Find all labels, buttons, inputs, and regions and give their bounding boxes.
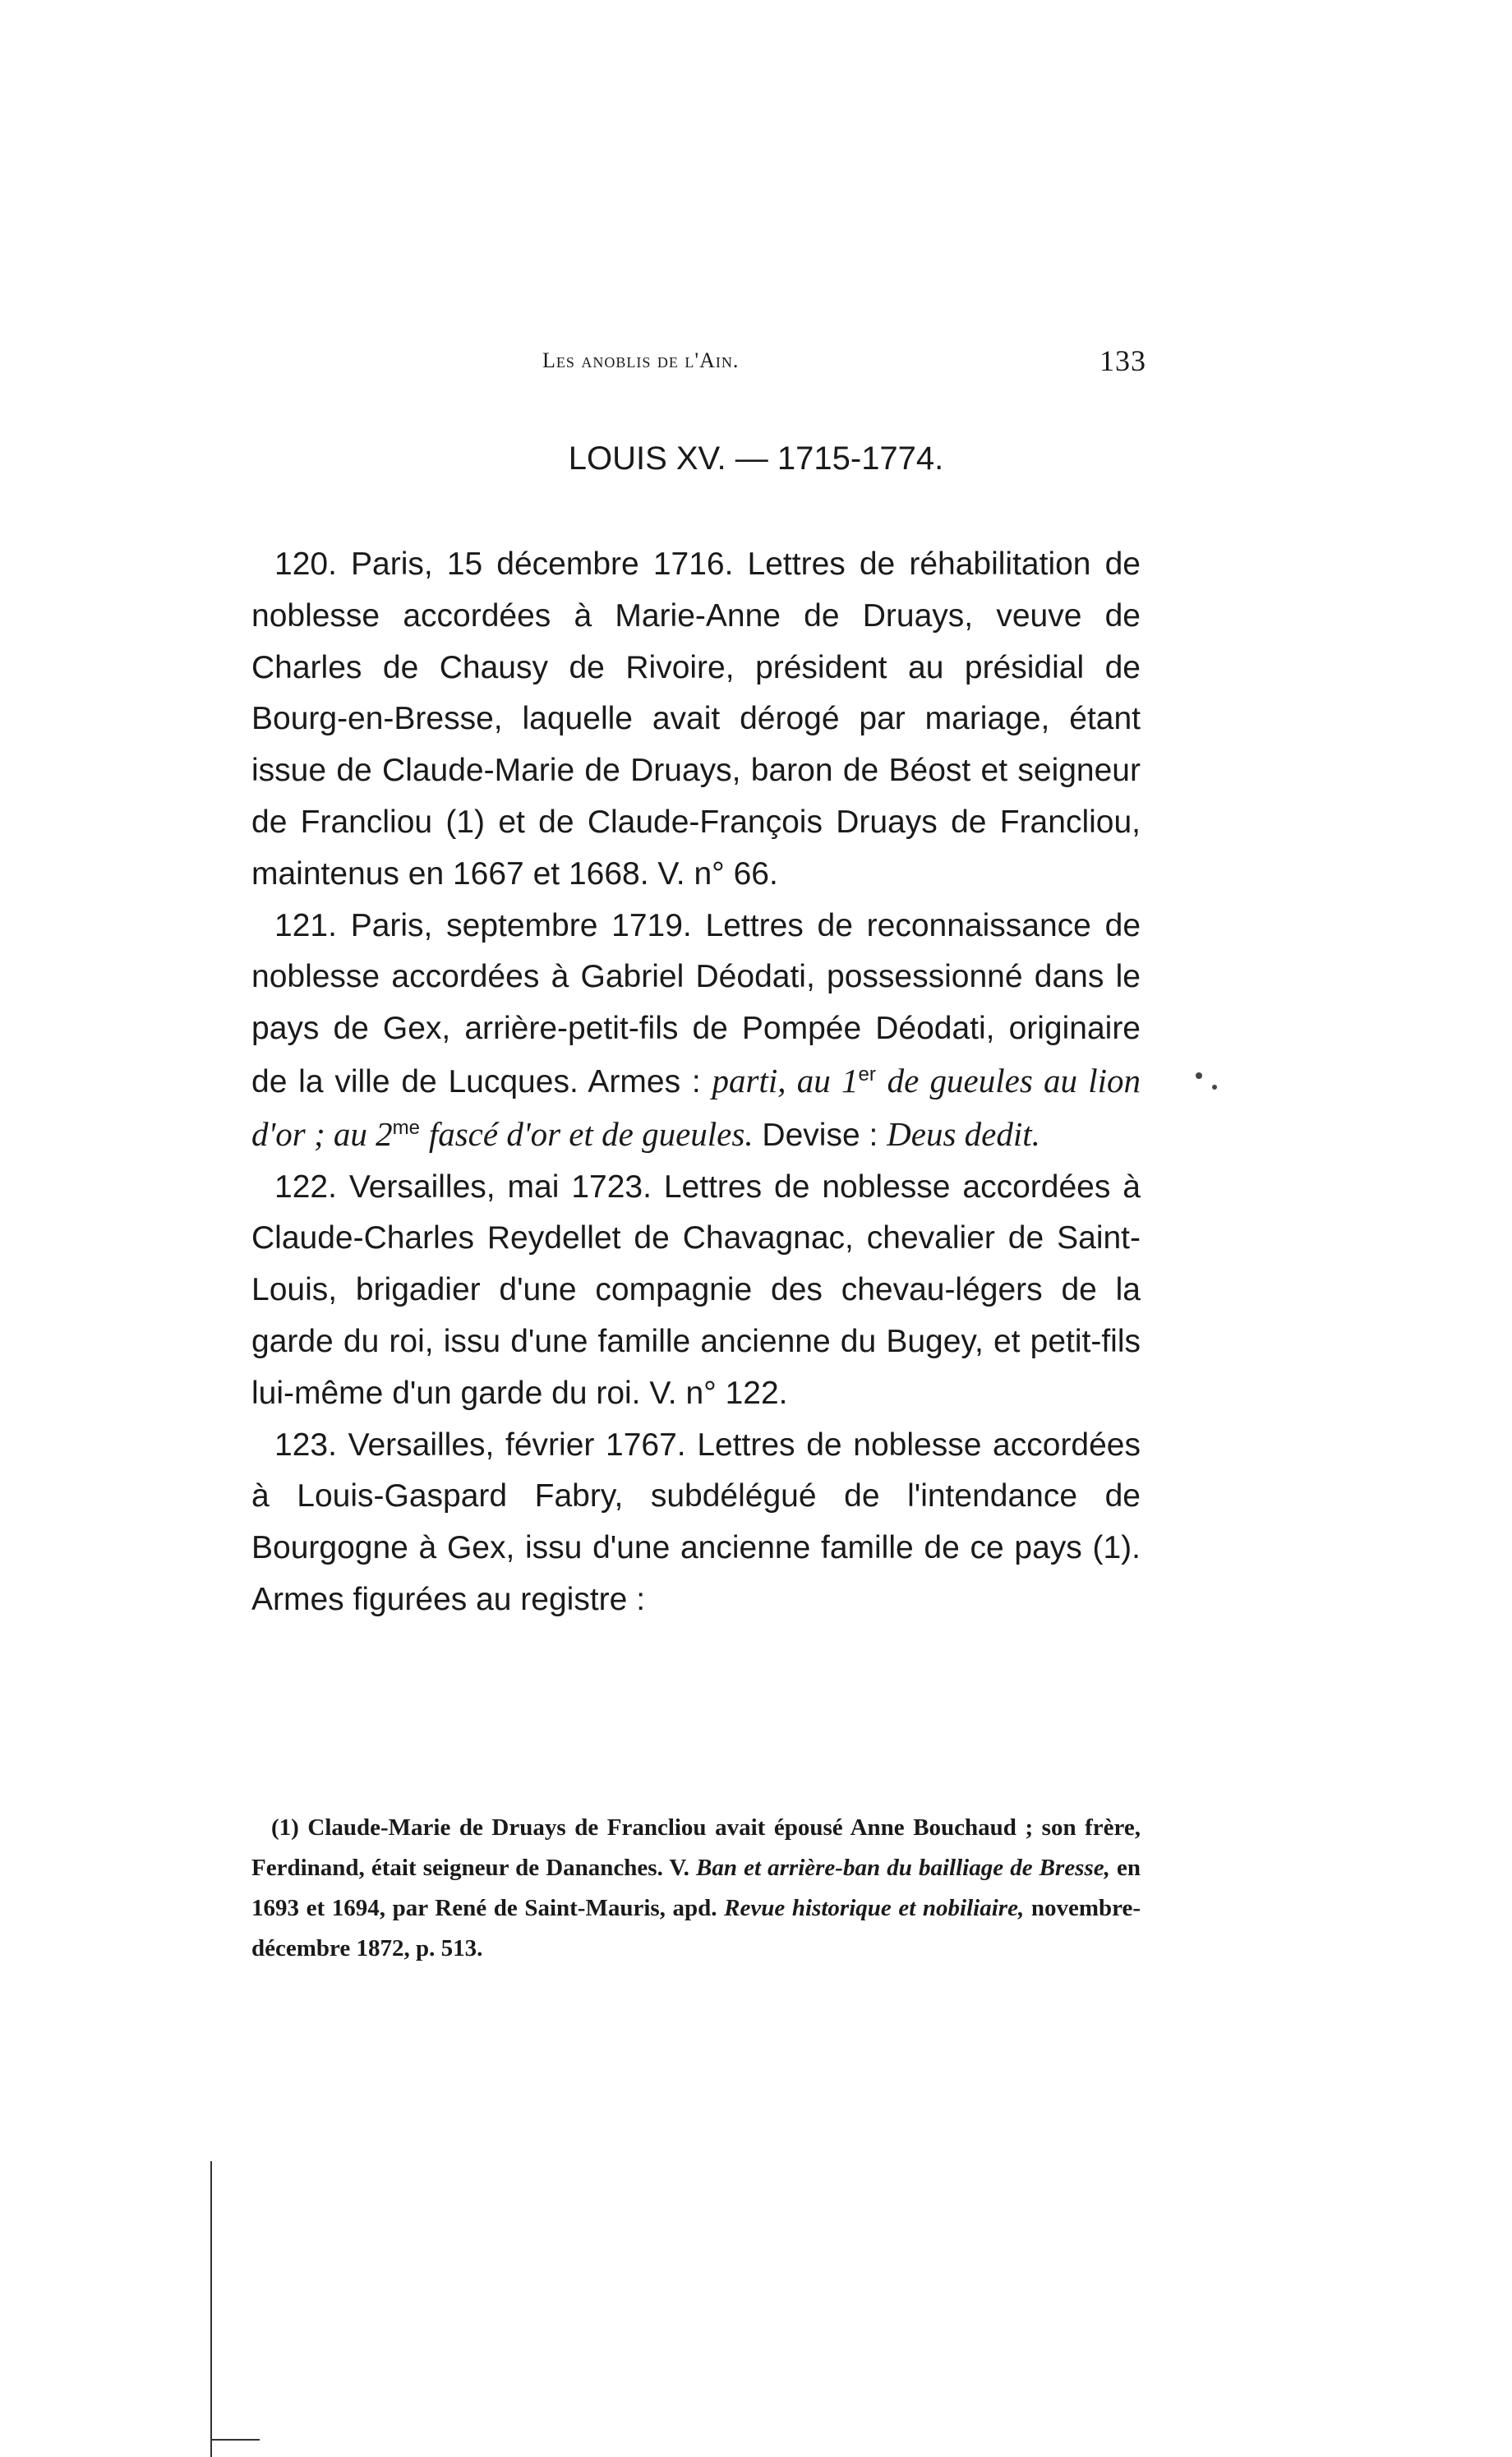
entry-120 bbox=[251, 539, 1141, 901]
footnote-text-b: en 1693 et 1694, par René de Saint-Mauris, apd. bbox=[251, 1855, 1141, 1921]
motto: Deus dedit. bbox=[887, 1114, 1040, 1153]
entry-121 bbox=[251, 901, 1141, 1162]
arms-blazon-c: fascé d'or et de gueules. bbox=[428, 1114, 754, 1153]
body-text bbox=[251, 539, 1141, 1626]
arms-sup-2: me bbox=[392, 1116, 420, 1139]
scan-margin-line bbox=[210, 2161, 212, 2457]
entry-122 bbox=[251, 1162, 1141, 1420]
entry-number: 120. bbox=[274, 546, 337, 582]
motto-label: Devise : bbox=[762, 1117, 878, 1153]
scan-margin-foot bbox=[210, 2439, 260, 2441]
entry-number: 122. bbox=[274, 1169, 337, 1205]
footnote-italic-a: Ban et arrière-ban du bailliage de Bresse, bbox=[696, 1855, 1110, 1881]
footnote-text-c: novembre-décembre 1872, p. 513. bbox=[251, 1895, 1141, 1961]
entry-number: 123. bbox=[274, 1427, 337, 1463]
arms-sup-1: er bbox=[858, 1063, 876, 1086]
arms-blazon-a: parti, au 1 bbox=[712, 1061, 859, 1099]
entry-text: Paris, 15 décembre 1716. Lettres de réhabilitation de noblesse accordées à Marie-Anne de Druays, veuve de Charles de Chausy de Rivoire, président au présidial de Bourg-en-Bresse, laquelle avait dérogé par mariage, étant issue de Claude-Marie de Druays, baron de Béost et seigneur de Francliou (1) et de Claude-François Druays de Francliou, maintenus en 1667 et 1668. V. n° 66. bbox=[251, 546, 1141, 892]
running-head bbox=[542, 344, 1146, 377]
scan-speck bbox=[1196, 1072, 1202, 1079]
footnote bbox=[251, 1808, 1141, 1969]
footnote-italic-b: Revue historique et nobiliaire, bbox=[724, 1895, 1025, 1921]
arms-blazon-b: de gueules au lion d'or ; au 2 bbox=[251, 1061, 1141, 1153]
section-title: LOUIS XV. — 1715-1774. bbox=[568, 440, 944, 477]
entry-text: Versailles, mai 1723. Lettres de noblesse accordées à Claude-Charles Reydellet de Chavagnac, chevalier de Saint-Louis, brigadier d'une compagnie des chevau-légers de la garde du roi, issu d'une famille ancienne du Bugey, et petit-fils lui-même d'un garde du roi. V. n° 122. bbox=[251, 1169, 1141, 1411]
running-head-title: Les anoblis de l'Ain. bbox=[542, 348, 740, 372]
entry-text: Paris, septembre 1719. Lettres de reconnaissance de noblesse accordées à Gabriel Déodati, possessionné dans le pays de Gex, arrière-petit-fils de Pompée Déodati, originaire de la ville de Lucques. Armes : bbox=[251, 907, 1141, 1099]
footnote-text-a: Claude-Marie de Druays de Francliou avait épousé Anne Bouchaud ; son frère, Ferdinand, était seigneur de Dananches. V. bbox=[251, 1814, 1141, 1881]
entry-text: Versailles, février 1767. Lettres de noblesse accordées à Louis-Gaspard Fabry, subdélégué de l'intendance de Bourgogne à Gex, issu d'une ancienne famille de ce pays (1). Armes figurées au registre : bbox=[251, 1427, 1141, 1617]
entry-123 bbox=[251, 1420, 1141, 1626]
footnote-mark: (1) bbox=[271, 1814, 299, 1841]
scan-speck bbox=[1212, 1085, 1217, 1090]
page-number: 133 bbox=[1099, 344, 1146, 377]
entry-number: 121. bbox=[274, 907, 337, 943]
